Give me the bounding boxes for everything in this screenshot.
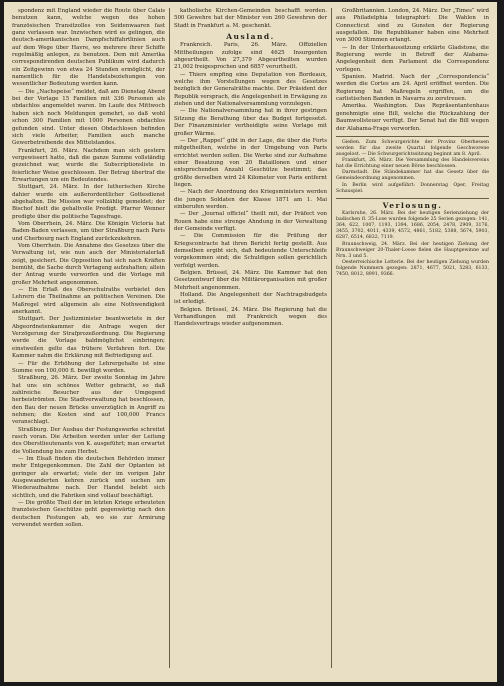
article-paragraph: Frankreich. Paris, 26. März. Offiziellen Mittheilungen zufolge sind 4625 Insurgenten abgeurtheilt. Von 27,379 Abgeurtheilten wurden 21,002 freigesprochen und 6857 verurtheilt. [174,42,327,71]
article-paragraph: — Thiers empfing eine Deputation von Bordeaux, welche ihm Vorstellungen wegen des Gesetzes bezüglich der Generalräthe machte. Der Präsident der Republik versprach, die Angelegenheit in Erwägung zu ziehen und der Nationalversammlung vorzulegen. [174,71,327,108]
article-paragraph: Straßburg. Der Ausbau der Festungswerke schreitet rasch voran. Die Arbeiten werden unter der Leitung des Oberstlieutenants von K. ausgeführt; man erwartet die Vollendung bis zum Herbst. [12,426,165,455]
newspaper-page [4,2,497,682]
column-1 [12,8,165,668]
article-paragraph: Spanien. Madrid. Nach der „Correspondencia“ werden die Cortes am 24. April eröffnet werden. Die Regierung hat Maßregeln ergriffen, um die carlistischen Banden in Navarra zu zerstreuen. [336,74,489,103]
article-paragraph: katholische Kirchen-Gemeinden beschafft worden. 500 Gewehre hat der Minister von 260 Gewehren der Stadt in Frankfurt a. M. geschenkt. [174,8,327,29]
notice-paragraph: Frankfurt, 26. März. Die Versammlung des Handelsvereins hat die Errichtung einer neuen Börse beschlossen. [336,158,489,170]
lottery-paragraph: Braunschweig, 24. März. Bei der heutigen Ziehung der Braunschweiger 20-Thaler-Loose fielen die Hauptgewinne auf Nrn. 3 und 5. [336,241,489,259]
article-paragraph: — Die Nationalversammlung hat in ihrer gestrigen Sitzung die Berathung über das Budget fortgesetzt. Der Finanzminister vertheidigte seine Vorlage mit großer Wärme. [174,108,327,137]
section-divider [336,198,489,199]
article-paragraph: — Die größte Theil der im letzten Kriege erbeuteten französischen Geschütze geht gegenwärtig nach den deutschen Festungen ab, wo sie zur Armirung verwendet werden sollen. [12,500,165,529]
section-heading-ausland: Ausland. [226,32,275,42]
article-paragraph: Vom Oberrhein, 24. März. Die Königin Victoria hat Baden-Baden verlassen, um über Straßburg nach Paris und Cherbourg nach England zurückzukehren. [12,220,165,242]
section-divider [336,136,489,137]
article-paragraph: Straßburg, 26. März. Der zweite Sonntag im Jahre hat uns ein schönes Wetter gebracht, so daß zahlreiche Besucher aus der Umgegend herbeiströmten. Die Stadtverwaltung hat beschlossen, den Bau der neuen Brücke unverzüglich in Angriff zu nehmen; die Kosten sind auf 100,000 Francs veranschlagt. [12,375,165,426]
article-paragraph: Holland. Die Angelegenheit der Nachtragsbudgets ist erledigt. [174,292,327,306]
article-paragraph: — Die „Nachspeise“ meldet, daß am Dienstag Abend bei der Vorlage 15 Familien mit 336 Personen als obdachlos angemeldet waren. Im Laufe des Mittwoch haben sich noch Meldungen gemehrt, so daß wohl schon 300 Familien mit 1000 Personen obdachlos gefunden sind. Unter diesen Obdachlosen befinden sich viele Arbeiter, Familien auch manche Gewerbetreibende des Mittelstandes. [12,88,165,147]
article-paragraph: — Der „Rappel“ gibt in der Lage, die über die Forts mitgetheilten, welche in der Umgebung von Paris errichtet werden sollen. Die Werke sind zur Aufnahme einer Besatzung von 20 Bataillonen und einer entsprechenden Anzahl Geschütze bestimmt; das größte derselben wird 24 Kilometer von Paris entfernt liegen. [174,137,327,188]
column-rule [331,8,332,668]
article-paragraph: Frankfurt, 26. März. Nachdem man sich gestern vergewissert hatte, daß die ganze Summe vollständig gezeichnet war, wurde die Subscriptionsliste in feierlicher Weise geschlossen. Der Betrag übertraf die Erwartungen um ein Bedeutendes. [12,147,165,183]
article-paragraph: — Nach der Anordnung des Kriegsministers werden die jungen Soldaten der Klasse 1871 am 1. Mai einberufen werden. [174,189,327,210]
article-paragraph: Amerika. Washington. Das Repräsentantenhaus genehmigte eine Bill, welche die Rückzahlung der Baumwollsteuer verfügt. Der Senat hat die Bill wegen der Alabama-Frage verworfen. [336,103,489,132]
article-paragraph: spondenz mit England wieder die Route über Calais benutzen kann, welche wegen des hohen französischen Transitzolles von Seidenwaaren fast ganz verlassen war. Inzwischen wird es gelingen, die deutsch-amerikanischen Dampfschiffahrtlinien auch auf dem Wege über Havre, wo mehrere ihrer Schiffe regelmäßig anlegen, zu benutzen. Dem mit Amerika correspondirenden deutschen Publikum wird dadurch ein Zeitgewinn von etwa 24 Stunden ermöglicht, der namentlich für die Handelsbeziehungen von wesentlicher Bedeutung werden kann. [12,8,165,88]
article-paragraph: — Der „Journal officiel“ theilt mit, der Präfect von Rouen habe eine strenge Ahndung in der Verwaltung der Gemeinde verfügt. [174,211,327,232]
column-rule [169,8,170,668]
notice-paragraph: In Berlin wird aufgeführt: Donnerstag Oper, Freitag Schauspiel. [336,182,489,194]
article-paragraph: — Ein Erlaß des Oberschulraths verbietet den Lehrern die Theilnahme an politischen Vereinen. Die Maßregel wird allgemein als eine Nothwendigkeit anerkannt. [12,287,165,316]
lottery-paragraph: Oesterreichische Lotterie. Bei der heutigen Ziehung wurden folgende Nummern gezogen: 2871, 4677, 5021, 5283, 6133, 7450, 8012, 8991, 9366. [336,259,489,277]
article-paragraph: Vom Oberrhein. Die Annahme des Gesetzes über die Verwaltung ist, wie nun auch der Ministerialerlaß zeigt, gesichert. Die Opposition hat sich nach Kräften bemüht, die Sache durch Vertagung aufzuhalten; allein der Antrag wurde verworfen und die Vorlage mit großer Mehrheit angenommen. [12,243,165,286]
section-heading-verlosung: Verlosung. [382,200,443,210]
column-3 [336,8,489,668]
article-paragraph: — Im Elsaß finden die deutschen Behörden immer mehr Entgegenkommen. Die Zahl der Optanten ist geringer als erwartet; viele der im vorigen Jahr Ausgewanderten kehren zurück und suchen um Wiederaufnahme nach. Der Handel belebt sich sichtlich, und die Fabriken sind vollauf beschäftigt. [12,455,165,499]
article-paragraph: Belgien. Brüssel, 24. März. Die Kammer hat den Gesetzentwurf über die Militärorganisation mit großer Mehrheit angenommen. [174,270,327,291]
article-paragraph: Großbritannien. London, 24. März. Der „Times“ wird aus Philadelphia telegraphirt: Die Wahlen in Connecticut sind zu Gunsten der Regierung ausgefallen. Die Republikaner haben eine Mehrheit von 3000 Stimmen erlangt. [336,8,489,44]
notice-paragraph: Darmstadt. Die Ständekammer hat das Gesetz über die Gemeindeordnung angenommen. [336,170,489,182]
article-paragraph: — Die Commission für die Prüfung der Kriegscontracte hat ihren Bericht fertig gestellt. Aus demselben ergibt sich, daß bedeutende Unterschleife vorgekommen sind; die Schuldigen sollen gerichtlich verfolgt werden. [174,233,327,269]
article-paragraph: Stuttgart. Der Justizminister beantwortete in der Abgeordnetenkammer die Anfrage wegen der Verzögerung der Strafprozeßordnung. Die Regierung werde die Vorlage baldmöglichst einbringen; einstweilen gelte das frühere Verfahren fort. Die Kammer nahm die Erklärung mit Befriedigung auf. [12,316,165,360]
article-paragraph: Belgien. Brüssel, 24. März. Die Regierung hat die Verhandlungen mit Frankreich wegen des Handelsvertrags wieder aufgenommen. [174,306,327,328]
article-paragraph: — Für die Erhöhung der Lehrergehalte ist eine Summe von 100,000 fl. bewilligt worden. [12,360,165,374]
column-2 [174,8,327,668]
article-paragraph: Stuttgart, 24. März. In der lutherischen Kirche dahier wurde ein außerordentlicher Gottesdienst abgehalten. Die Mission war vollzählig gemeldet; der Bischof hielt die gehaltvolle Predigt. Pfarrer Wenner predigte über die politische Tagesfrage. [12,184,165,220]
notice-paragraph: Gießen. Zum Schwurgerichte der Provinz Oberhessen werden für das zweite Quartal folgende Geschworene ausgelost. — Die Schwurgerichtssitzung beginnt am 8. April. [336,139,489,158]
lottery-paragraph: Karlsruhe, 26. März. Bei der heutigen Serienziehung der badischen fl. 35-Lose wurden folgende 25 Serien gezogen: 141, 364, 622, 1007, 1193, 1394, 1686, 2054, 2478, 2909, 3176, 3455, 3702, 4011, 4339, 4572, 4861, 5182, 5388, 5674, 5903, 6287, 6514, 6832, 7119. [336,211,489,241]
article-paragraph: — In der Unterhaussitzung erklärte Gladstone, die Regierung werde in Betreff der Alabama-Angelegenheit dem Parlament die Correspondenz vorlegen. [336,44,489,73]
